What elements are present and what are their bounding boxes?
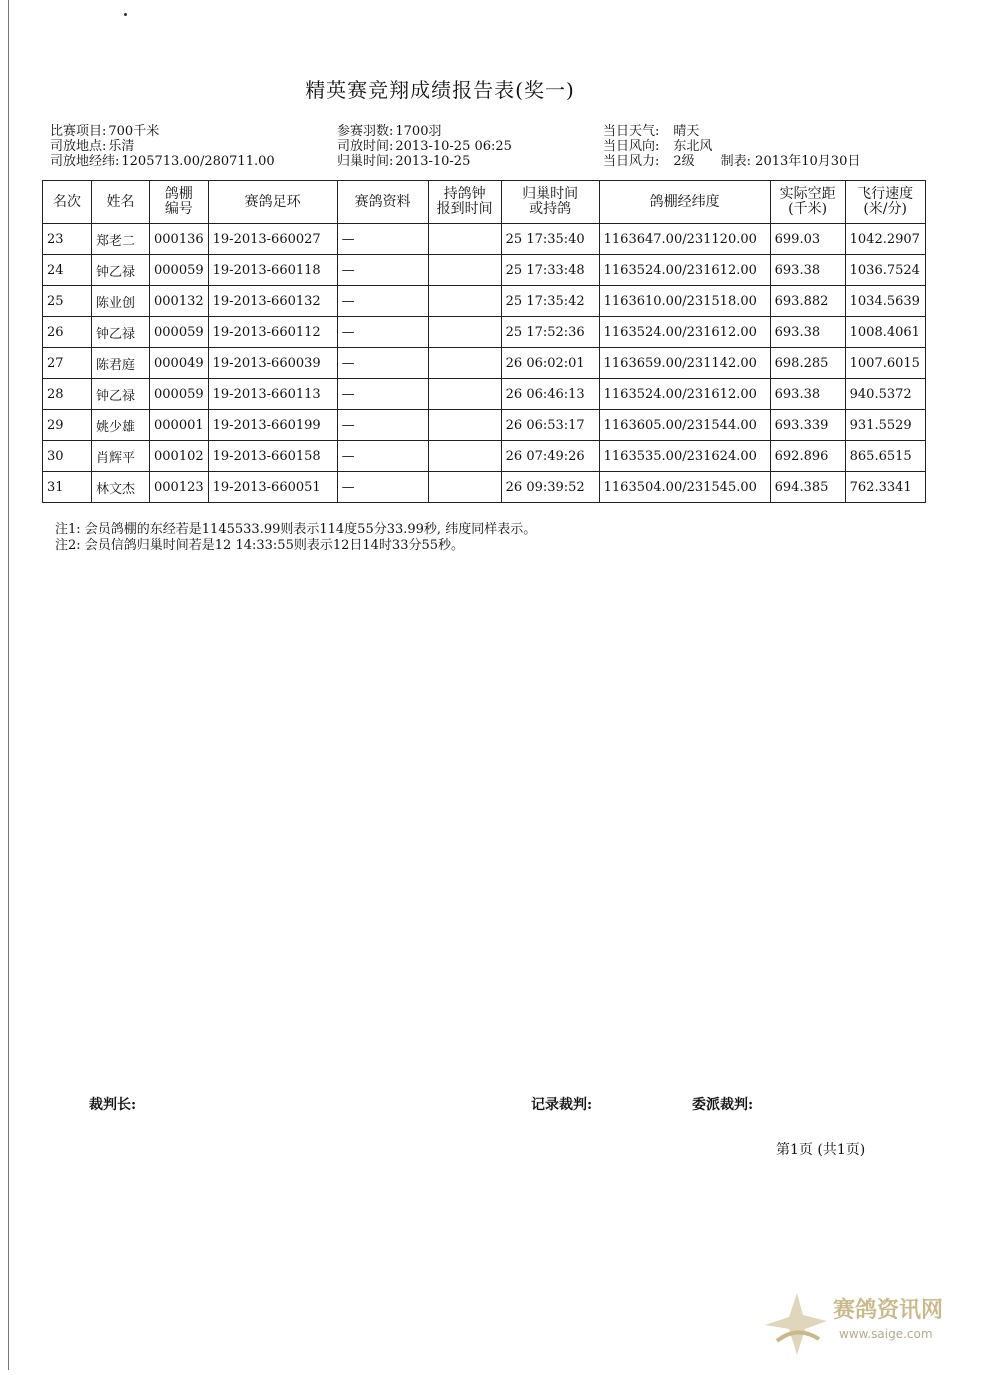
table-row (43, 410, 926, 441)
cell-loft-no: 000059 (150, 317, 209, 348)
cell-speed: 1036.7524 (845, 255, 925, 286)
cell-name: 陈君庭 (92, 348, 150, 379)
cell-coordinates: 1163605.00/231544.00 (599, 410, 770, 441)
cell-return-time: 25 17:35:40 (501, 224, 599, 255)
info-item: 当日风力: 2级 制表: 2013年10月30日 (603, 154, 861, 169)
cell-return-time: 26 06:53:17 (501, 410, 599, 441)
table-row (43, 379, 926, 410)
cell-clock-time (428, 348, 501, 379)
col-header-loft-no: 鸽棚 编号 (150, 181, 209, 224)
cell-ring: 19-2013-660132 (208, 286, 337, 317)
cell-distance: 693.38 (770, 317, 845, 348)
cell-pigeon-info: — (337, 348, 428, 379)
cell-ring: 19-2013-660113 (208, 379, 337, 410)
cell-clock-time (428, 255, 501, 286)
page-title: 精英赛竞翔成绩报告表(奖一) (305, 78, 575, 102)
info-item: 参赛羽数: 1700羽 (337, 124, 442, 139)
info-item: 归巢时间: 2013-10-25 (337, 154, 471, 169)
cell-speed: 940.5372 (845, 379, 925, 410)
cell-rank: 30 (43, 441, 92, 472)
col-header-clock-time: 持鸽钟 报到时间 (428, 181, 501, 224)
cell-speed: 1008.4061 (845, 317, 925, 348)
info-item: 当日风向: 东北风 (603, 139, 713, 154)
table-row (43, 472, 926, 503)
cell-name: 钟乙禄 (92, 379, 150, 410)
cell-pigeon-info: — (337, 472, 428, 503)
col-header-ring: 赛鸽足环 (208, 181, 337, 224)
cell-coordinates: 1163524.00/231612.00 (599, 317, 770, 348)
cell-ring: 19-2013-660027 (208, 224, 337, 255)
appointed-judge-label: 委派裁判: (692, 1097, 754, 1113)
cell-loft-no: 000059 (150, 255, 209, 286)
cell-ring: 19-2013-660158 (208, 441, 337, 472)
cell-name: 陈业创 (92, 286, 150, 317)
pigeon-logo-icon (757, 1285, 837, 1365)
watermark (757, 1285, 987, 1365)
header-row (43, 181, 926, 224)
cell-pigeon-info: — (337, 255, 428, 286)
cell-loft-no: 000049 (150, 348, 209, 379)
cell-coordinates: 1163504.00/231545.00 (599, 472, 770, 503)
chief-judge-label: 裁判长: (89, 1097, 137, 1113)
cell-distance: 698.285 (770, 348, 845, 379)
note-1: 注1: 会员鸽棚的东经若是1145533.99则表示114度55分33.99秒, 纬度同样表示。 (55, 522, 537, 537)
cell-clock-time (428, 224, 501, 255)
cell-ring: 19-2013-660051 (208, 472, 337, 503)
cell-name: 肖辉平 (92, 441, 150, 472)
table-row (43, 441, 926, 472)
cell-speed: 762.3341 (845, 472, 925, 503)
cell-clock-time (428, 472, 501, 503)
results-table (42, 180, 926, 503)
col-header-name: 姓名 (92, 181, 150, 224)
cell-clock-time (428, 441, 501, 472)
cell-rank: 26 (43, 317, 92, 348)
col-header-rank: 名次 (43, 181, 92, 224)
cell-loft-no: 000123 (150, 472, 209, 503)
cell-pigeon-info: — (337, 410, 428, 441)
cell-speed: 1034.5639 (845, 286, 925, 317)
table-row (43, 255, 926, 286)
col-header-coordinates: 鸽棚经纬度 (599, 181, 770, 224)
cell-pigeon-info: — (337, 379, 428, 410)
cell-return-time: 26 06:02:01 (501, 348, 599, 379)
cell-return-time: 25 17:33:48 (501, 255, 599, 286)
cell-loft-no: 000136 (150, 224, 209, 255)
cell-speed: 931.5529 (845, 410, 925, 441)
recorder-judge-label: 记录裁判: (531, 1097, 593, 1113)
scan-speck (124, 13, 127, 16)
cell-ring: 19-2013-660199 (208, 410, 337, 441)
cell-rank: 31 (43, 472, 92, 503)
info-item: 司放地经纬: 1205713.00/280711.00 (50, 154, 275, 169)
cell-clock-time (428, 379, 501, 410)
cell-distance: 699.03 (770, 224, 845, 255)
cell-name: 郑老二 (92, 224, 150, 255)
cell-ring: 19-2013-660118 (208, 255, 337, 286)
cell-distance: 693.38 (770, 255, 845, 286)
note-2: 注2: 会员信鸽归巢时间若是12 14:33:55则表示12日14时33分55秒。 (55, 538, 465, 553)
col-header-speed: 飞行速度 (米/分) (845, 181, 925, 224)
cell-name: 姚少雄 (92, 410, 150, 441)
cell-clock-time (428, 317, 501, 348)
info-col-2 (337, 124, 512, 169)
notes (55, 522, 536, 554)
cell-coordinates: 1163647.00/231120.00 (599, 224, 770, 255)
table-row (43, 224, 926, 255)
cell-name: 钟乙禄 (92, 255, 150, 286)
cell-rank: 27 (43, 348, 92, 379)
watermark-url: www.saige.com (839, 1327, 933, 1341)
cell-distance: 693.339 (770, 410, 845, 441)
col-header-distance: 实际空距 (千米) (770, 181, 845, 224)
cell-coordinates: 1163610.00/231518.00 (599, 286, 770, 317)
cell-ring: 19-2013-660039 (208, 348, 337, 379)
cell-loft-no: 000132 (150, 286, 209, 317)
watermark-name: 赛鸽资讯网 (833, 1298, 944, 1323)
info-item: 当日天气: 晴天 (603, 124, 700, 139)
cell-return-time: 25 17:35:42 (501, 286, 599, 317)
cell-loft-no: 000001 (150, 410, 209, 441)
info-item: 司放时间: 2013-10-25 06:25 (337, 139, 512, 154)
cell-coordinates: 1163524.00/231612.00 (599, 255, 770, 286)
cell-speed: 1042.2907 (845, 224, 925, 255)
cell-coordinates: 1163659.00/231142.00 (599, 348, 770, 379)
cell-return-time: 25 17:52:36 (501, 317, 599, 348)
cell-return-time: 26 06:46:13 (501, 379, 599, 410)
cell-clock-time (428, 286, 501, 317)
cell-return-time: 26 09:39:52 (501, 472, 599, 503)
cell-coordinates: 1163535.00/231624.00 (599, 441, 770, 472)
cell-speed: 865.6515 (845, 441, 925, 472)
cell-rank: 28 (43, 379, 92, 410)
info-col-1 (50, 124, 275, 169)
cell-pigeon-info: — (337, 224, 428, 255)
info-item: 比赛项目: 700千米 (50, 124, 160, 139)
cell-name: 钟乙禄 (92, 317, 150, 348)
cell-pigeon-info: — (337, 441, 428, 472)
cell-distance: 694.385 (770, 472, 845, 503)
cell-rank: 24 (43, 255, 92, 286)
cell-speed: 1007.6015 (845, 348, 925, 379)
cell-distance: 692.896 (770, 441, 845, 472)
cell-return-time: 26 07:49:26 (501, 441, 599, 472)
page-number: 第1页 (共1页) (776, 1142, 866, 1158)
cell-loft-no: 000102 (150, 441, 209, 472)
cell-coordinates: 1163524.00/231612.00 (599, 379, 770, 410)
table-row (43, 286, 926, 317)
info-item: 司放地点: 乐清 (50, 139, 135, 154)
table-row (43, 348, 926, 379)
cell-rank: 29 (43, 410, 92, 441)
made-date: 制表: 2013年10月30日 (720, 154, 861, 169)
cell-rank: 23 (43, 224, 92, 255)
cell-rank: 25 (43, 286, 92, 317)
cell-distance: 693.882 (770, 286, 845, 317)
cell-name: 林文杰 (92, 472, 150, 503)
table-row (43, 317, 926, 348)
cell-ring: 19-2013-660112 (208, 317, 337, 348)
col-header-return-time: 归巢时间 或持鸽 (501, 181, 599, 224)
cell-clock-time (428, 410, 501, 441)
cell-loft-no: 000059 (150, 379, 209, 410)
cell-pigeon-info: — (337, 286, 428, 317)
cell-distance: 693.38 (770, 379, 845, 410)
info-col-3 (603, 124, 860, 169)
col-header-pigeon-info: 赛鸽资料 (337, 181, 428, 224)
cell-pigeon-info: — (337, 317, 428, 348)
